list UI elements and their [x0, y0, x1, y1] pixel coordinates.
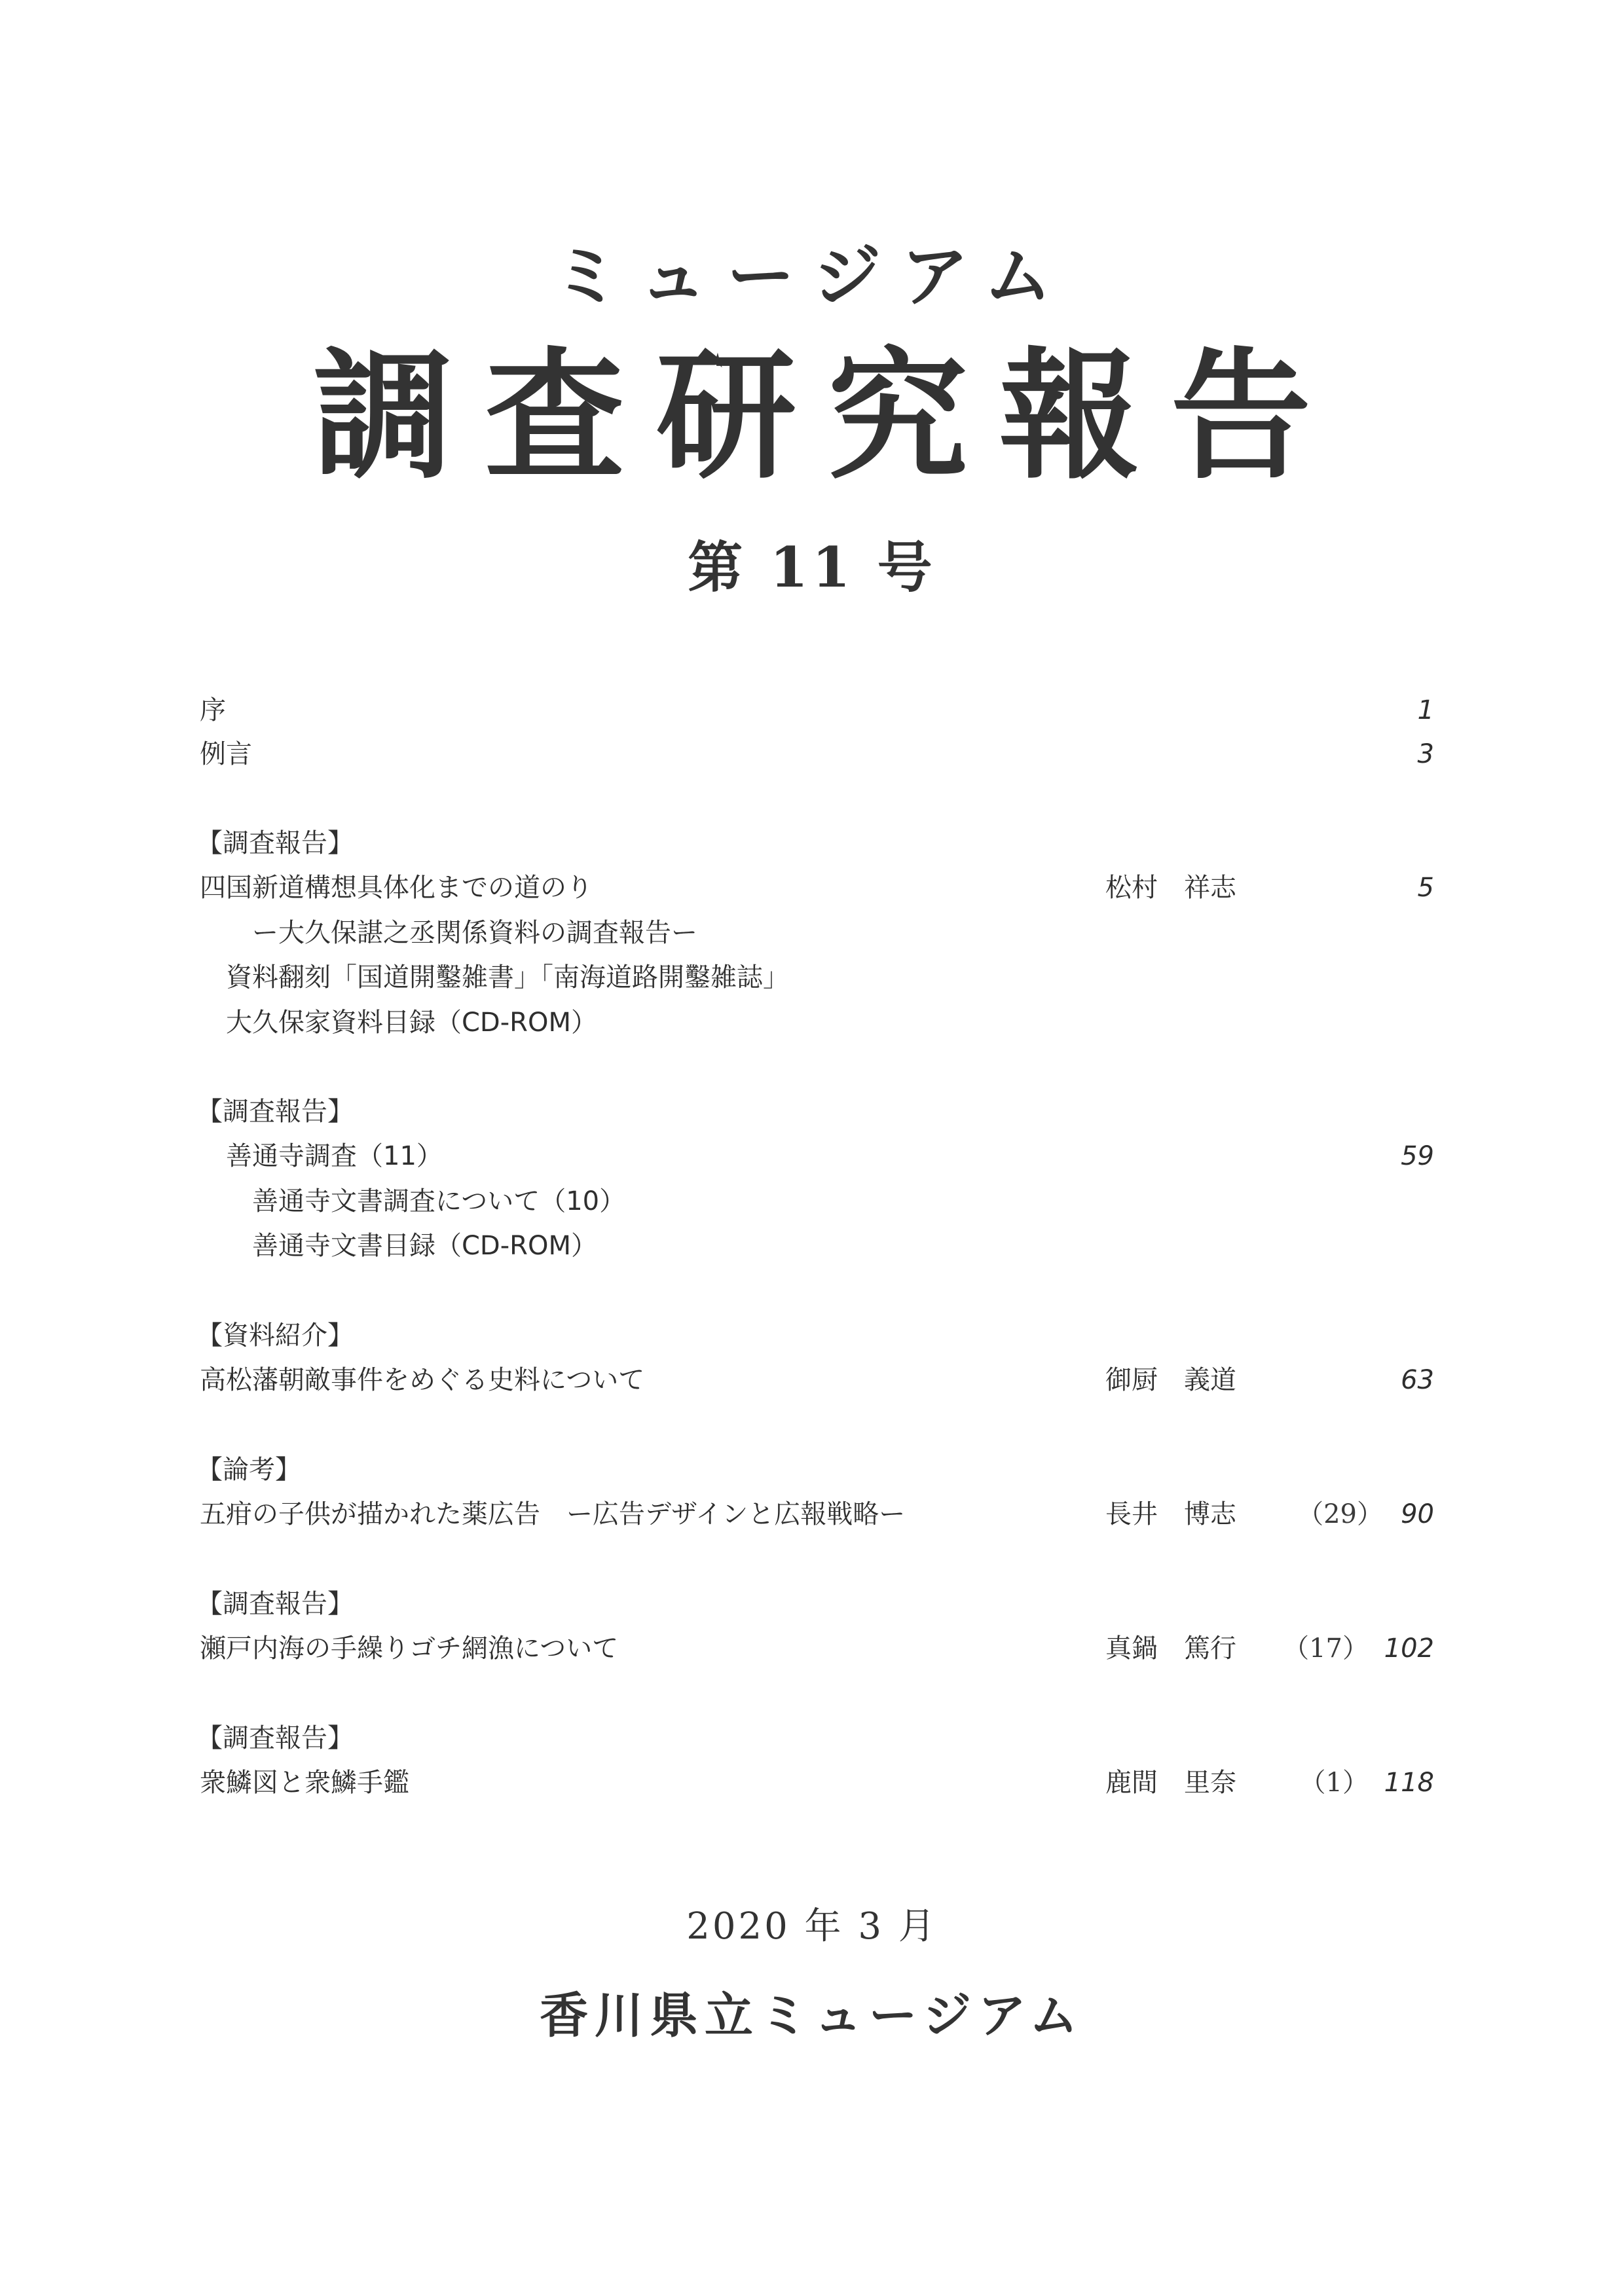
toc-section-heading: 【調査報告】 [196, 1589, 354, 1619]
toc-entry-sub-page: （17） [1283, 1633, 1369, 1664]
toc-entry-title: 資料翻刻「国道開鑿雑書」「南海道路開鑿雑誌」 [226, 962, 789, 993]
toc-entry [0, 1360, 1624, 1400]
toc-entry-title: 高松藩朝敵事件をめぐる史料について [200, 1365, 645, 1395]
journal-kana-title: ミュージアム [552, 236, 1072, 316]
issue-number: 第 11 号 [688, 535, 936, 600]
toc-entry-title: 大久保家資料目録（CD-ROM） [226, 1008, 597, 1038]
toc-entry-title: 瀬戸内海の手繰りゴチ網漁について [200, 1633, 619, 1664]
toc-entry-title: 例言 [200, 739, 252, 769]
toc-entry-sub-page: （1） [1299, 1768, 1369, 1798]
toc-entry-title: 衆鱗図と衆鱗手鑑 [200, 1768, 409, 1798]
toc-section-heading: 【調査報告】 [196, 1097, 354, 1127]
toc-entry-sub-page: （29） [1297, 1499, 1383, 1529]
toc-entry-notes [0, 735, 1624, 774]
toc-entry-author: 松村 祥志 [1105, 873, 1236, 903]
toc-entry-title: 四国新道構想具体化までの道のり [200, 873, 593, 903]
toc-section-heading: 【資料紹介】 [196, 1321, 354, 1351]
toc-entry-title: ー大久保諶之丞関係資料の調査報告ー [252, 918, 697, 948]
toc-entry-author: 長井 博志 [1105, 1499, 1236, 1529]
toc-entry [0, 1763, 1624, 1802]
toc-entry [0, 1495, 1624, 1534]
toc-entry-subtitle [0, 913, 1624, 953]
toc-entry-page: 3 [1417, 739, 1434, 769]
toc-entry-title: 善通寺調査（11） [226, 1141, 443, 1171]
toc-section-heading: 【調査報告】 [196, 828, 354, 858]
toc-entry-subitem [0, 1226, 1624, 1266]
toc-entry-page: 59 [1401, 1141, 1434, 1171]
journal-main-title: 調査研究報告 [313, 335, 1342, 498]
toc-entry-title: 善通寺文書目録（CD-ROM） [252, 1231, 597, 1261]
toc-entry-subitem [0, 1003, 1624, 1042]
toc-entry-author: 真鍋 篤行 [1105, 1633, 1236, 1664]
toc-entry-title: 五疳の子供が描かれた薬広告 ー広告デザインと広報戦略ー [200, 1499, 906, 1529]
toc-entry-author: 鹿間 里奈 [1105, 1768, 1236, 1798]
publication-date: 2020 年 3 月 [686, 1905, 938, 1948]
toc-entry-page: 118 [1384, 1768, 1434, 1798]
toc-entry-preface [0, 691, 1624, 730]
toc-entry-author: 御厨 義道 [1105, 1365, 1236, 1395]
toc-entry-title: 序 [200, 695, 226, 725]
toc-entry-subitem [0, 1182, 1624, 1221]
toc-section-heading: 【調査報告】 [196, 1723, 354, 1753]
toc-entry [0, 1137, 1624, 1176]
toc-entry [0, 868, 1624, 907]
toc-entry-page: 63 [1401, 1365, 1434, 1395]
toc-entry-page: 102 [1384, 1633, 1434, 1664]
toc-entry-title: 善通寺文書調査について（10） [252, 1186, 626, 1216]
toc-section-heading: 【論考】 [196, 1455, 301, 1485]
toc-entry [0, 1629, 1624, 1668]
toc-entry-page: 1 [1417, 695, 1434, 725]
publisher-name: 香川県立ミュージアム [540, 1988, 1084, 2044]
toc-entry-page: 90 [1401, 1499, 1434, 1529]
toc-entry-subitem [0, 958, 1624, 997]
toc-entry-page: 5 [1417, 873, 1434, 903]
